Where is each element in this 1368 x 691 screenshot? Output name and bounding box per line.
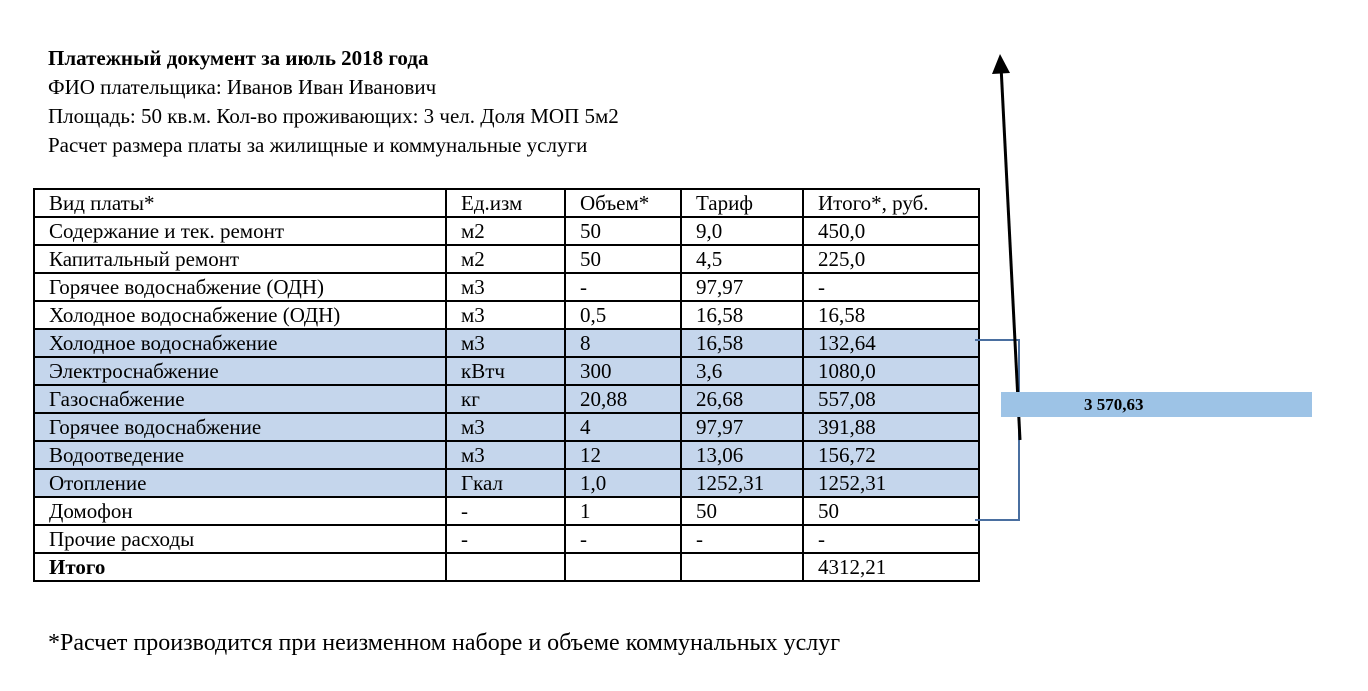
cell-volume: 0,5 bbox=[565, 301, 681, 329]
total-value: 4312,21 bbox=[803, 553, 979, 581]
cell-tariff: 97,97 bbox=[681, 413, 803, 441]
document-title: Платежный документ за июль 2018 года bbox=[48, 46, 429, 70]
cell-unit: м3 bbox=[446, 329, 565, 357]
cell-unit: кВтч bbox=[446, 357, 565, 385]
cell-unit: м3 bbox=[446, 273, 565, 301]
utilities-bracket bbox=[975, 340, 1019, 520]
cell-total: 16,58 bbox=[803, 301, 979, 329]
cell-tariff: 3,6 bbox=[681, 357, 803, 385]
cell-unit: м3 bbox=[446, 413, 565, 441]
cell-total: 557,08 bbox=[803, 385, 979, 413]
cell-tariff: 4,5 bbox=[681, 245, 803, 273]
payer-name: ФИО плательщика: Иванов Иван Иванович bbox=[48, 75, 437, 99]
cell-service: Домофон bbox=[34, 497, 446, 525]
cell-volume: 50 bbox=[565, 245, 681, 273]
cell-total: - bbox=[803, 525, 979, 553]
utilities-sum-bar bbox=[1001, 392, 1312, 417]
cell-total: 391,88 bbox=[803, 413, 979, 441]
cell-unit: м2 bbox=[446, 217, 565, 245]
cell-total: 132,64 bbox=[803, 329, 979, 357]
cell-unit: м3 bbox=[446, 301, 565, 329]
cell-tariff: 26,68 bbox=[681, 385, 803, 413]
cell-service: Отопление bbox=[34, 469, 446, 497]
cell-unit: м2 bbox=[446, 245, 565, 273]
cell-volume: 1 bbox=[565, 497, 681, 525]
cell-total: 1252,31 bbox=[803, 469, 979, 497]
cell-service: Содержание и тек. ремонт bbox=[34, 217, 446, 245]
cell-service: Капитальный ремонт bbox=[34, 245, 446, 273]
cell-total: 156,72 bbox=[803, 441, 979, 469]
cell-service: Электроснабжение bbox=[34, 357, 446, 385]
footnote: *Расчет производится при неизменном наборе и объеме коммунальных услуг bbox=[48, 630, 841, 656]
cell-volume: 300 bbox=[565, 357, 681, 385]
column-header-tariff: Тариф bbox=[681, 189, 803, 217]
cell-service: Горячее водоснабжение bbox=[34, 413, 446, 441]
cell-tariff: 13,06 bbox=[681, 441, 803, 469]
cell-tariff: 16,58 bbox=[681, 329, 803, 357]
cell-service: Водоотведение bbox=[34, 441, 446, 469]
cell-unit: - bbox=[446, 525, 565, 553]
cell-unit: Гкал bbox=[446, 469, 565, 497]
cell-unit: - bbox=[446, 497, 565, 525]
utilities-sum-value: 3 570,63 bbox=[1084, 395, 1144, 414]
cell-service: Горячее водоснабжение (ОДН) bbox=[34, 273, 446, 301]
cell-volume: 4 bbox=[565, 413, 681, 441]
cell-service: Холодное водоснабжение (ОДН) bbox=[34, 301, 446, 329]
cell-tariff: 9,0 bbox=[681, 217, 803, 245]
column-header-total: Итого*, руб. bbox=[803, 189, 979, 217]
cell-volume: - bbox=[565, 525, 681, 553]
cell-tariff: 1252,31 bbox=[681, 469, 803, 497]
up-arrow-shaft bbox=[1001, 66, 1020, 440]
cell-total: - bbox=[803, 273, 979, 301]
cell-tariff: 50 bbox=[681, 497, 803, 525]
cell-volume: 8 bbox=[565, 329, 681, 357]
calculation-caption: Расчет размера платы за жилищные и коммунальные услуги bbox=[48, 133, 588, 157]
cell-unit: м3 bbox=[446, 441, 565, 469]
cell-volume: 1,0 bbox=[565, 469, 681, 497]
area-info: Площадь: 50 кв.м. Кол-во проживающих: 3 чел. Доля МОП 5м2 bbox=[48, 104, 619, 128]
cell-total: 1080,0 bbox=[803, 357, 979, 385]
cell-tariff: - bbox=[681, 525, 803, 553]
cell-total: 450,0 bbox=[803, 217, 979, 245]
total-label: Итого bbox=[34, 553, 446, 581]
cell-tariff: 16,58 bbox=[681, 301, 803, 329]
cell-volume: - bbox=[565, 273, 681, 301]
cell-service: Газоснабжение bbox=[34, 385, 446, 413]
column-header-unit: Ед.изм bbox=[446, 189, 565, 217]
cell-total: 225,0 bbox=[803, 245, 979, 273]
cell-unit: кг bbox=[446, 385, 565, 413]
cell-service: Холодное водоснабжение bbox=[34, 329, 446, 357]
column-header-volume: Объем* bbox=[565, 189, 681, 217]
cell-total: 50 bbox=[803, 497, 979, 525]
column-header-service: Вид платы* bbox=[34, 189, 446, 217]
cell-volume: 20,88 bbox=[565, 385, 681, 413]
up-arrow-icon bbox=[992, 54, 1010, 74]
cell-volume: 12 bbox=[565, 441, 681, 469]
cell-tariff: 97,97 bbox=[681, 273, 803, 301]
cell-service: Прочие расходы bbox=[34, 525, 446, 553]
cell-volume: 50 bbox=[565, 217, 681, 245]
